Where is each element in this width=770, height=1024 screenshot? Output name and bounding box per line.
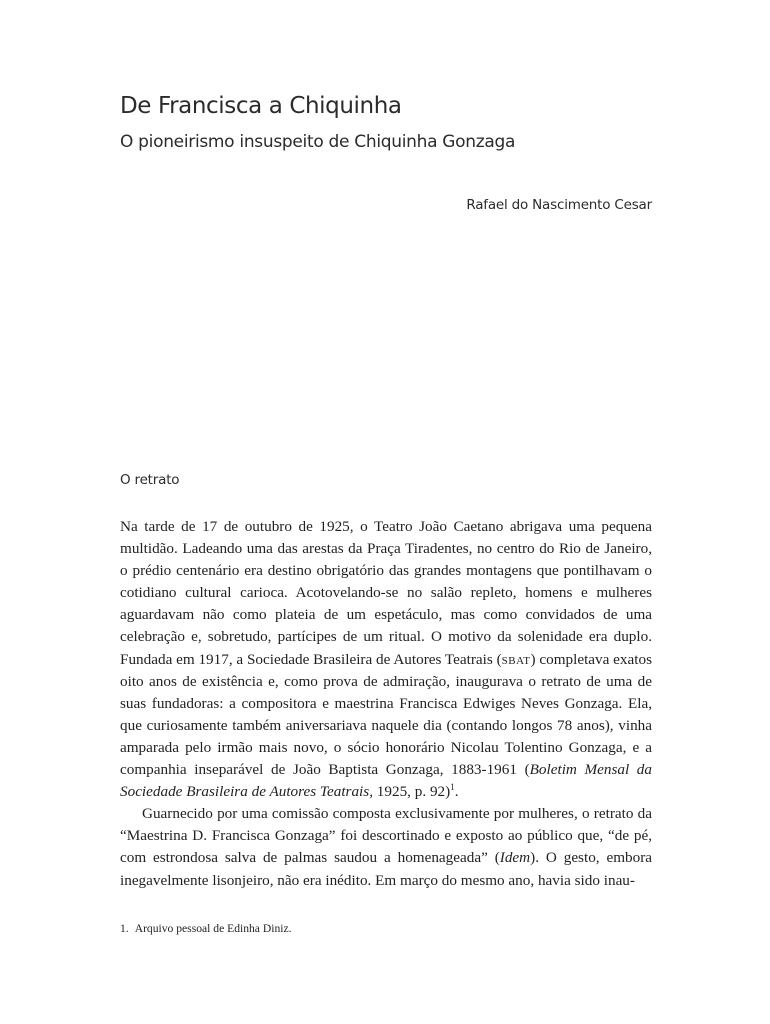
footnote-reference: 1 bbox=[450, 782, 455, 793]
author-name: Rafael do Nascimento Cesar bbox=[466, 197, 652, 213]
section-heading: O retrato bbox=[120, 472, 180, 488]
paragraph-2-text-a: Guarnecido por uma comissão composta exclusivamente por mulheres, o retrato da “Maestrina D. Francisca Gonzaga” foi descortinado e exposto ao público que, “de pé, com estrondosa salva de palmas saudou a homenageada” ( bbox=[120, 805, 652, 867]
chapter-subtitle: O pioneirismo insuspeito de Chiquinha Gonzaga bbox=[120, 132, 516, 152]
paragraph-1-text-b: ) completava exatos oito anos de existência e, como prova de admiração, inaugurava o retrato de uma de suas fundadoras: a compositora e maestrina Francisca Edwiges Neves Gonzaga. Ela, que curiosamente também aniversariava naquele dia (contando longos 78 anos), vinha amparada pelo irmão mais novo, o sócio honorário Nicolau Tolentino Gonzaga, e a companhia inseparável de João Baptista Gonzaga, 1883-1961 ( bbox=[120, 650, 652, 779]
paragraph-1-text-c: , 1925, p. 92) bbox=[369, 783, 451, 801]
boletim-title-italic: Boletim Mensal da Sociedade Brasileira de Autores Teatrais bbox=[120, 761, 652, 801]
footnote-number: 1. bbox=[120, 922, 129, 935]
sbat-abbreviation: sbat bbox=[501, 650, 531, 668]
paragraph-1-text-a: Na tarde de 17 de outubro de 1925, o Teatro João Caetano abrigava uma pequena multidão. Ladeando uma das arestas da Praça Tiradentes, no centro do Rio de Janeiro, o prédio centenário era destino obrigatório das grandes montagens que pontilhavam o cotidiano cultural carioca. Acotovelando-se no salão repleto, homens e mulheres aguardavam não como plateia de um espetáculo, mas como convidados de uma celebração e, sobretudo, partícipes de um ritual. O motivo da solenidade era duplo. Fundada em 1917, a Sociedade Brasileira de Autores Teatrais ( bbox=[120, 518, 652, 668]
paragraph-1-text-d: . bbox=[454, 783, 459, 801]
body-text bbox=[120, 516, 652, 892]
paragraph-2-text-b: ). O gesto, embora inegavelmente lisonjeiro, não era inédito. Em março do mesmo ano, havia sido inau- bbox=[120, 849, 653, 889]
chapter-title: De Francisca a Chiquinha bbox=[120, 93, 402, 119]
footnote-text: Arquivo pessoal de Edinha Diniz. bbox=[134, 922, 292, 935]
paragraph-1 bbox=[120, 516, 652, 803]
paragraph-2 bbox=[120, 803, 652, 891]
footnote bbox=[120, 922, 292, 935]
idem-italic: Idem bbox=[499, 849, 531, 867]
